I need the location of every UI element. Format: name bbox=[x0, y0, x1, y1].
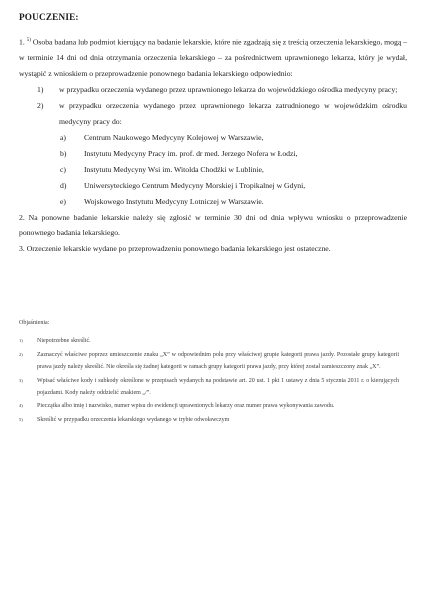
footnote-item bbox=[19, 376, 399, 400]
footnote-number: 1) bbox=[19, 337, 23, 343]
list-item bbox=[60, 162, 407, 178]
paragraph-1 bbox=[19, 33, 407, 82]
paragraph-1-text: Osoba badana lub podmiot kierujący na badanie lekarskie, które nie zgadzają się z treścią orzeczenia lekarskiego, mogą – w terminie 14 dni od dnia otrzymania orzeczenia lekarskiego – za pośrednictwem uprawnionego lekarza, który je wydał, wystąpić z wnioskiem o przeprowadzenie ponownego badania lekarskiego odpowiednio: bbox=[19, 37, 408, 79]
list-item-text: Instytutu Medycyny Pracy im. prof. dr med. Jerzego Nofera w Łodzi, bbox=[84, 148, 298, 158]
paragraph-2: 2. Na ponowne badanie lekarskie należy się zgłosić w terminie 30 dni od dnia wpływu wniosku o przeprowadzenie ponownego badania lekarskiego. bbox=[19, 212, 407, 238]
list-item-text: w przypadku orzeczenia wydanego przez uprawnionego lekarza do wojewódzkiego ośrodka medycyny pracy; bbox=[59, 85, 398, 95]
footnote-text: Zaznaczyć właściwe poprzez umieszczenie znaku „X” w odpowiednim polu przy właściwej grupie kategorii prawa jazdy. Pozostałe grupy kategorii prawa jazdy należy skreślić. Nie określa się żadnej kategorii w ramach grupy kategorii prawa jazdy, przy której został zamieszczony znak „X”. bbox=[37, 351, 399, 370]
list-level-2 bbox=[19, 130, 407, 210]
footnote-item bbox=[19, 336, 399, 348]
footnotes bbox=[19, 318, 399, 429]
document-page bbox=[19, 12, 407, 257]
list-item bbox=[60, 146, 407, 162]
footnotes-title: Objaśnienia: bbox=[19, 320, 50, 326]
list-item-text: Wojskowego Instytutu Medycyny Lotniczej w Warszawie. bbox=[84, 196, 264, 206]
footnote-number: 3) bbox=[19, 377, 23, 383]
list-marker: 1) bbox=[37, 85, 44, 95]
footnote-number: 4) bbox=[19, 403, 23, 409]
list-marker: b) bbox=[60, 148, 67, 158]
footnote-item bbox=[19, 350, 399, 374]
list-marker: d) bbox=[60, 180, 67, 190]
list-level-1 bbox=[19, 82, 407, 130]
footnote-text: Wpisać właściwe kody i subkody określone w przepisach wydanych na podstawie art. 20 ust. 1 pkt 1 ustawy z dnia 5 stycznia 2011 r. o kierujących pojazdami. Kody należy oddzielić znakiem „/”. bbox=[37, 377, 399, 396]
footnote-item bbox=[19, 401, 399, 413]
footnote-ref-5: 5) bbox=[26, 38, 31, 43]
list-item bbox=[60, 178, 407, 194]
list-item-text: Centrum Naukowego Medycyny Kolejowej w Warszawie, bbox=[84, 133, 264, 142]
footnote-text: Pieczątka albo imię i nazwisko, numer wpisu do ewidencji uprawnionych lekarzy oraz numer prawa wykonywania zawodu. bbox=[37, 403, 335, 410]
list-item-text: Uniwersyteckiego Centrum Medycyny Morskiej i Tropikalnej w Gdyni, bbox=[84, 180, 306, 190]
footnote-text: Niepotrzebne skreślić. bbox=[37, 337, 91, 344]
list-item bbox=[60, 194, 407, 210]
list-item-text: Instytutu Medycyny Wsi im. Witolda Chodźki w Lublinie, bbox=[84, 164, 264, 174]
list-marker: e) bbox=[60, 196, 66, 206]
footnote-text: Skreślić w przypadku orzeczenia lekarskiego wydanego w trybie odwoławczym bbox=[37, 417, 230, 424]
paragraph-1-number: 1. bbox=[19, 37, 25, 47]
list-item-text: w przypadku orzeczenia wydanego przez uprawnionego lekarza zatrudnionego w wojewódzkim ośrodku medycyny pracy do: bbox=[59, 101, 407, 127]
footnote-number: 5) bbox=[19, 417, 23, 423]
list-marker: c) bbox=[60, 164, 66, 174]
list-marker: a) bbox=[60, 133, 66, 142]
list-item bbox=[60, 130, 407, 146]
page-title: POUCZENIE: bbox=[19, 12, 79, 22]
list-marker: 2) bbox=[37, 101, 44, 111]
footnote-item bbox=[19, 415, 399, 427]
footnote-number: 2) bbox=[19, 351, 23, 357]
document-body bbox=[19, 33, 407, 257]
list-item bbox=[37, 98, 407, 130]
list-item bbox=[37, 82, 407, 98]
paragraph-3: 3. Orzeczenie lekarskie wydane po przeprowadzeniu ponownego badania lekarskiego jest ostateczne. bbox=[19, 244, 331, 254]
